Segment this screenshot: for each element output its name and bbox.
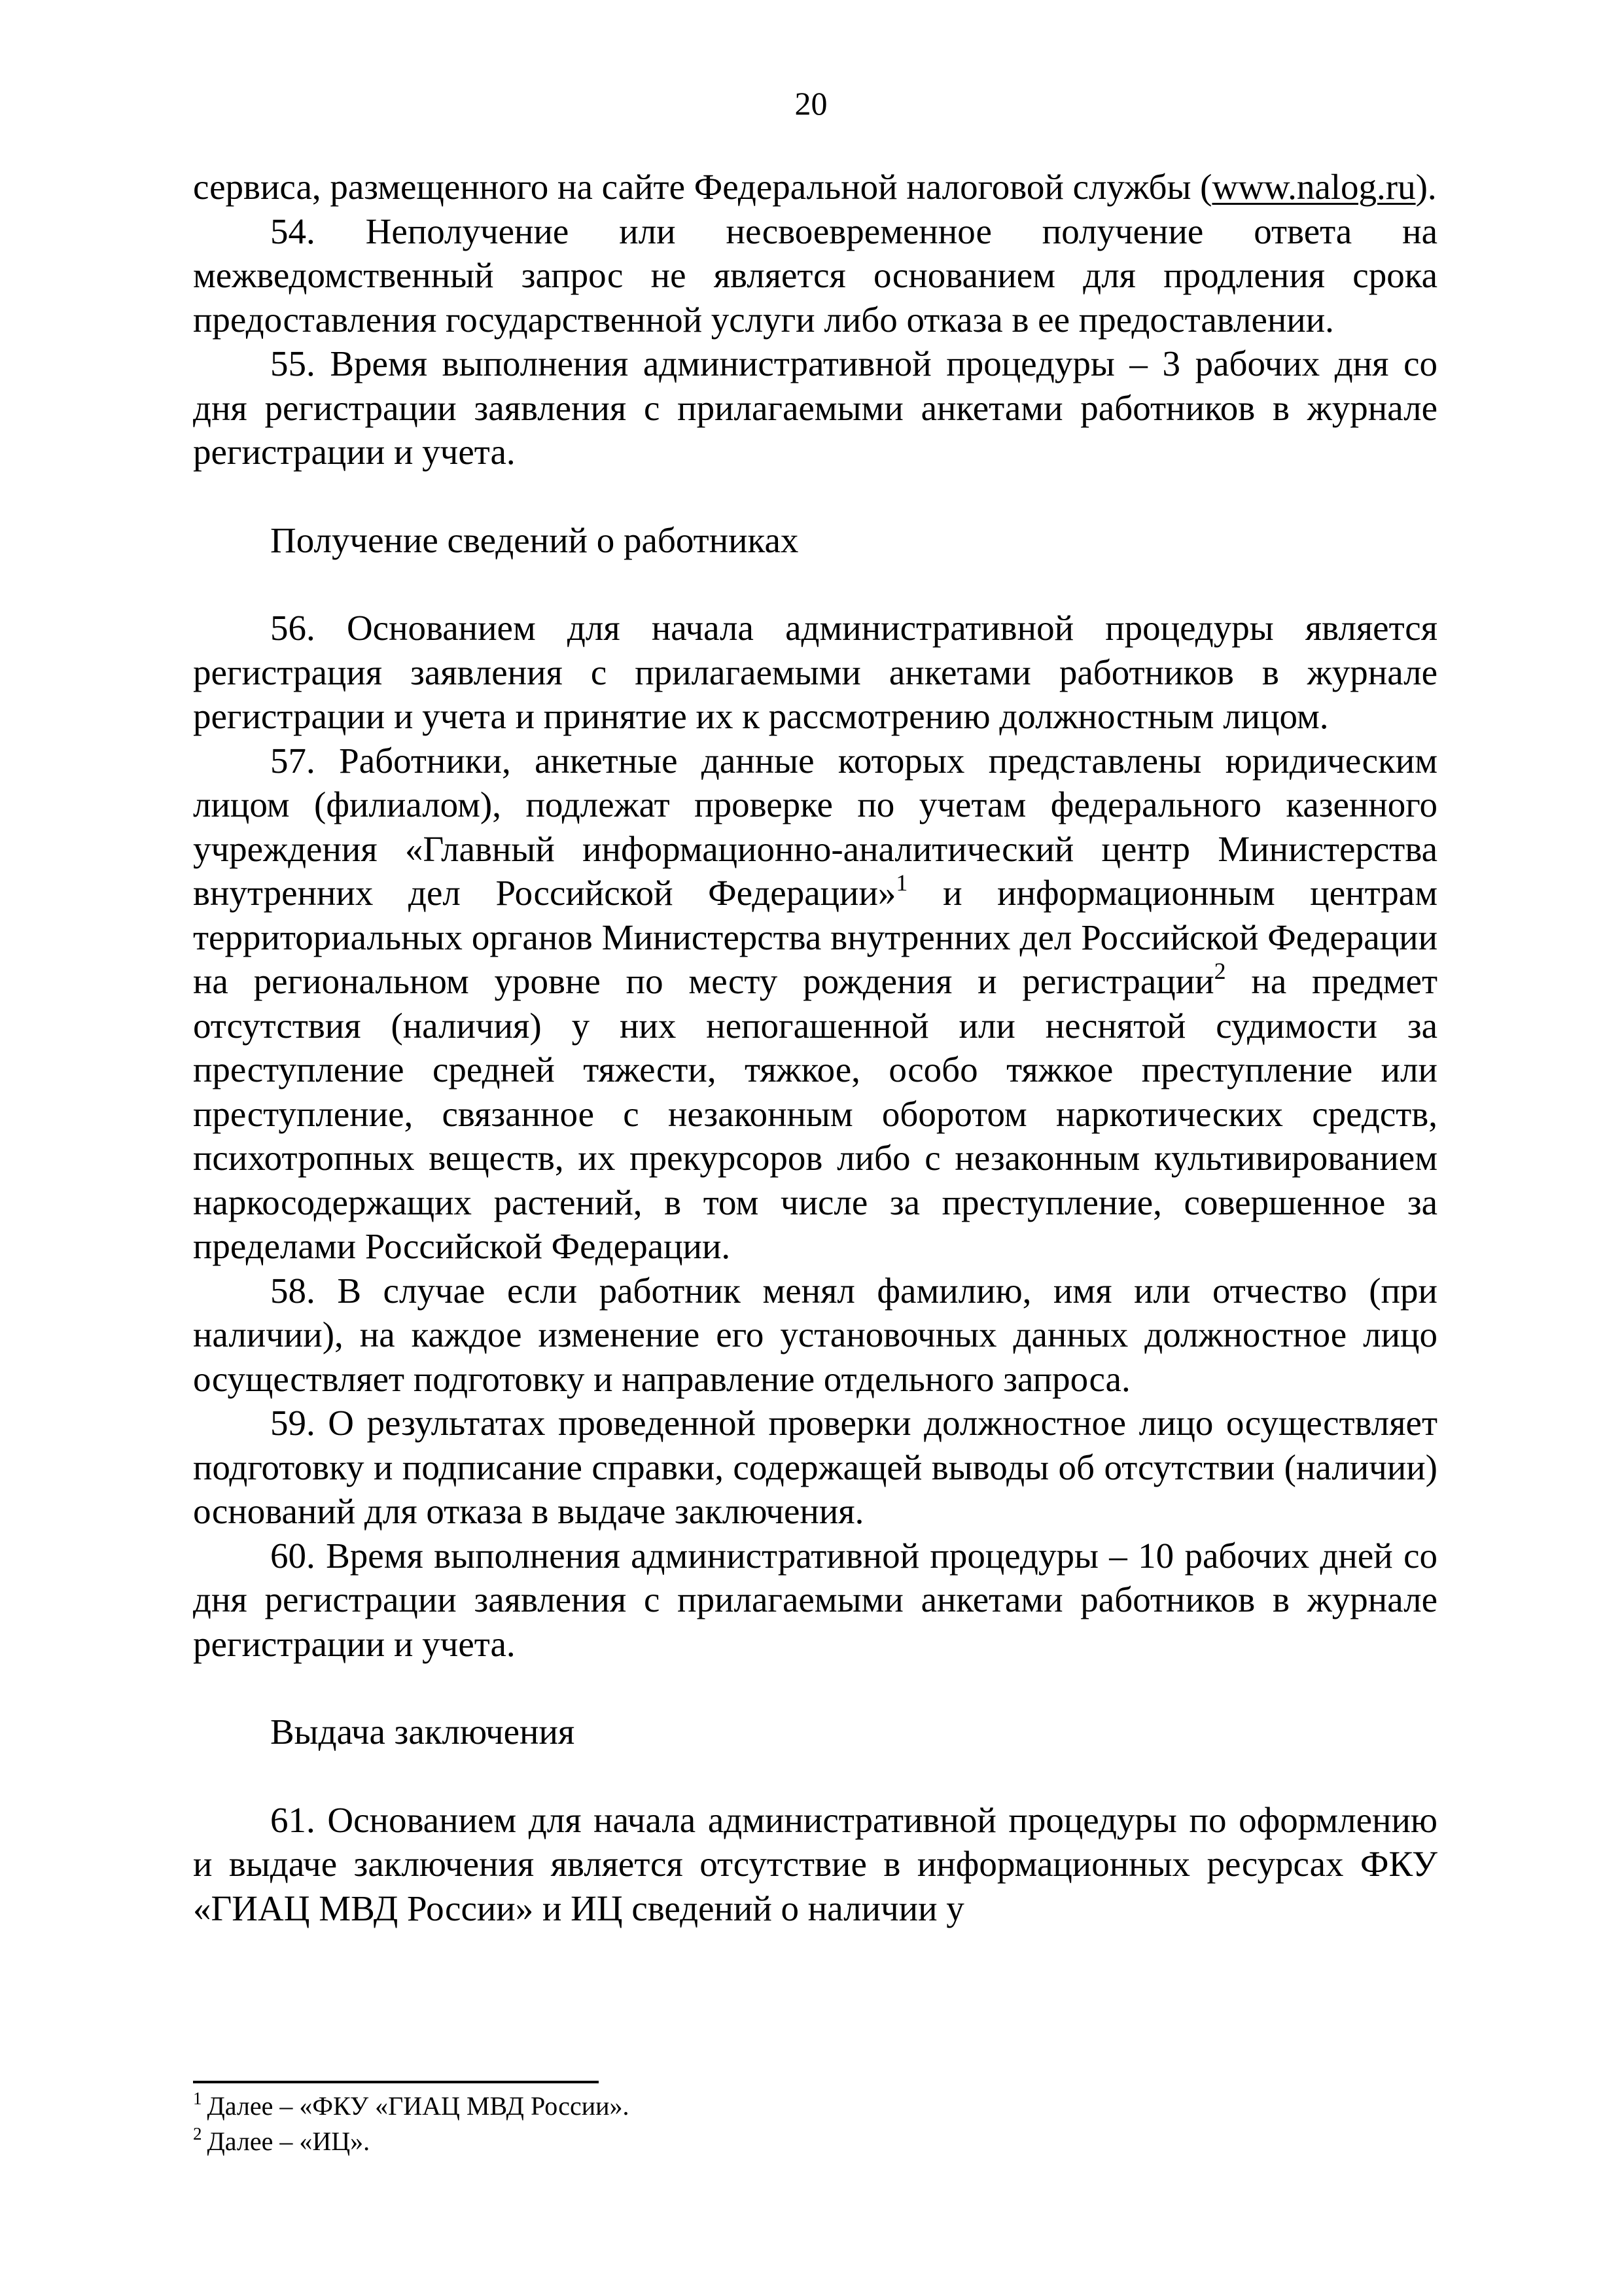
footnote-ref-1[interactable]: 1 [896, 870, 908, 896]
paragraph-text: на предмет отсутствия (наличия) у них непогашенной или неснятой судимости за преступление средней тяжести, тяжкое, особо тяжкое преступление или преступление, связанное с незаконным оборотом наркотических средств, психотропных веществ, их прекурсоров либо с незаконным культивированием наркосодержащих растений, в том числе за преступление, совершенное за пределами Российской Федерации. [193, 961, 1437, 1266]
footnote-text: Далее – «ИЦ». [207, 2127, 370, 2156]
paragraph-60: 60. Время выполнения административной процедуры – 10 рабочих дней со дня регистрации заявления с прилагаемыми анкетами работников в журнале регистрации и учета. [193, 1535, 1437, 1664]
footnote-separator [193, 2081, 599, 2083]
footnote-ref-2[interactable]: 2 [1214, 958, 1226, 984]
paragraph-61: 61. Основанием для начала административной процедуры по оформлению и выдаче заключения является отсутствие в информационных ресурсах ФКУ «ГИАЦ МВД России» и ИЦ сведений о наличии у [193, 1799, 1437, 1928]
footnote-mark: 1 [193, 2089, 202, 2108]
footnote-2 [193, 2124, 1437, 2159]
nalog-website-link[interactable]: www.nalog.ru [1212, 167, 1416, 207]
footnote-text: Далее – «ФКУ «ГИАЦ МВД России». [207, 2091, 629, 2121]
paragraph-56: 56. Основанием для начала административной процедуры является регистрация заявления с прилагаемыми анкетами работников в журнале регистрации и учета и принятие их к рассмотрению должностным лицом. [193, 608, 1437, 736]
paragraph-59: 59. О результатах проведенной проверки должностное лицо осуществляет подготовку и подписание справки, содержащей выводы об отсутствии (наличии) оснований для отказа в выдаче заключения. [193, 1403, 1437, 1531]
paragraph-text: ). [1415, 167, 1437, 207]
paragraph-text: сервиса, размещенного на сайте Федеральной налоговой службы ( [193, 167, 1212, 207]
section-heading-workers-info: Получение сведений о работниках [270, 520, 799, 560]
paragraph-54: 54. Неполучение или несвоевременное получение ответа на межведомственный запрос не является основанием для продления срока предоставления государственной услуги либо отказа в ее предоставлении. [193, 211, 1437, 340]
footnotes [193, 2089, 1437, 2159]
page-number: 20 [794, 85, 828, 122]
document-body [193, 165, 1437, 1930]
footnote-1 [193, 2089, 1437, 2124]
paragraph-continued [193, 165, 1437, 209]
paragraph-57 [193, 739, 1437, 1269]
paragraph-55: 55. Время выполнения административной процедуры – 3 рабочих дня со дня регистрации заявления с прилагаемыми анкетами работников в журнале регистрации и учета. [193, 344, 1437, 472]
paragraph-text: и информационным центрам территориальных органов Министерства внутренних дел Российской Федерации на региональном уровне по месту рождения и регистрации [193, 873, 1438, 1001]
paragraph-text: 57. Работники, анкетные данные которых представлены юридическим лицом (филиалом), подлежат проверке по учетам федерального казенного учреждения «Главный информационно-аналитический центр Министерства внутренних дел Российской Федерации» [193, 740, 1437, 913]
section-heading-issue-conclusion: Выдача заключения [270, 1712, 575, 1752]
footnote-mark: 2 [193, 2124, 202, 2144]
paragraph-58: 58. В случае если работник менял фамилию, имя или отчество (при наличии), на каждое изменение его установочных данных должностное лицо осуществляет подготовку и направление отдельного запроса. [193, 1270, 1437, 1399]
